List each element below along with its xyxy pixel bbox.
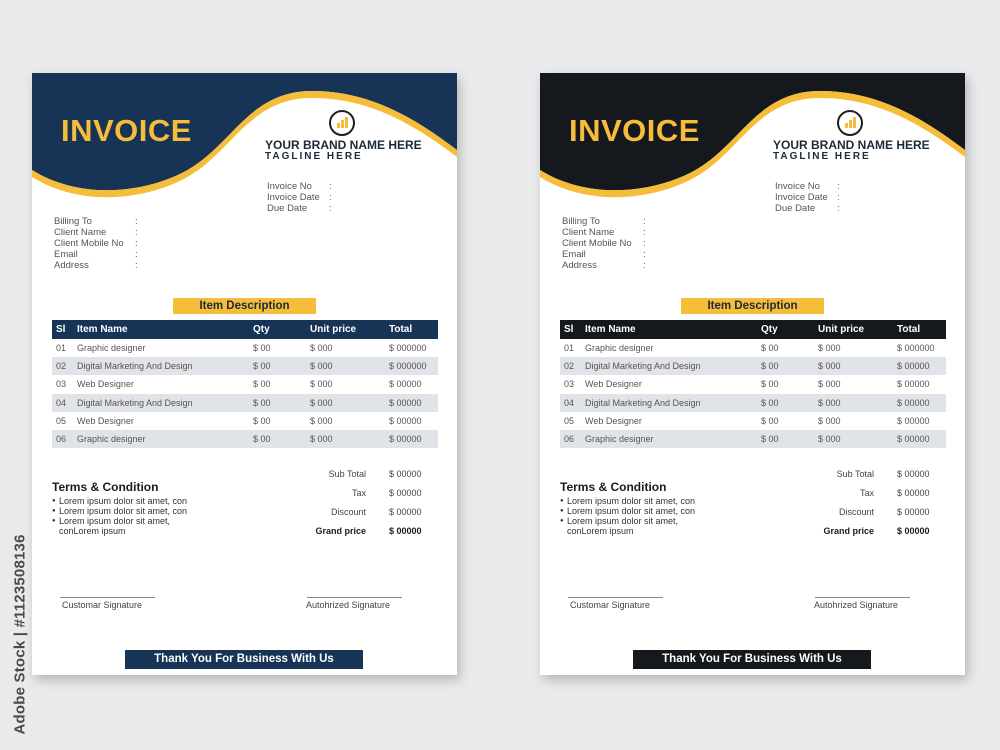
terms-line: ● Lorem ipsum dolor sit amet, [560,516,695,526]
table-cell: $ 00 [761,361,779,372]
client-info-value: : [135,216,138,227]
table-row [52,375,438,393]
customer-signature-line [60,597,155,598]
table-cell: $ 000000 [897,343,935,353]
meta-label: Invoice No [775,181,820,192]
totals-label: Grand price [315,526,366,536]
customer-signature-label: Customar Signature [62,600,143,610]
client-info-value: : [643,227,646,238]
client-info-label: Email [562,249,586,260]
table-cell: 05 [56,415,67,426]
invoice-meta-row [267,203,332,214]
totals-value: $ 00000 [389,507,422,517]
authorized-signature-line [307,597,402,598]
customer-signature-label: Customar Signature [570,600,651,610]
brand-name: YOUR BRAND NAME HERE [265,138,422,152]
totals-summary [282,469,432,545]
totals-label: Sub Total [836,469,874,479]
table-row [52,412,438,430]
table-cell: $ 00 [761,415,779,426]
client-info [54,216,138,271]
table-cell: 03 [564,379,575,390]
meta-label: Invoice Date [267,192,320,203]
table-row [52,394,438,412]
table-cell: Digital Marketing And Design [77,397,193,408]
invoice-meta [775,181,840,214]
totals-row [790,488,940,507]
totals-row [282,507,432,526]
invoice-meta-row [775,192,840,203]
client-info-row [54,249,138,260]
authorized-signature-line [815,597,910,598]
client-info-label: Client Name [54,227,107,238]
totals-label: Discount [330,507,366,517]
invoice-title: INVOICE [569,113,700,148]
tagline: TAGLINE HERE [773,151,871,162]
thank-you-banner: Thank You For Business With Us [125,650,363,669]
column-header: Total [897,324,921,335]
table-cell: $ 00 [253,379,271,390]
table-cell: $ 00000 [897,361,930,372]
table-cell: $ 00000 [389,433,422,444]
terms-line: ● Lorem ipsum dolor sit amet, con [52,506,187,516]
client-info-row [562,238,646,249]
client-info-label: Billing To [562,216,600,227]
client-info-value: : [135,249,138,260]
totals-label: Grand price [823,526,874,536]
invoice-title: INVOICE [61,113,192,148]
table-cell: $ 00 [761,433,779,444]
invoice-page-black [540,73,965,675]
column-header: Qty [761,324,778,335]
client-info-value: : [643,260,646,271]
items-table [52,320,438,448]
totals-value: $ 00000 [389,469,422,479]
table-cell: Web Designer [585,415,642,426]
terms-line: ● Lorem ipsum dolor sit amet, con [560,496,695,506]
table-header [560,320,946,339]
totals-label: Tax [859,488,874,498]
table-cell: $ 000 [818,379,841,390]
table-row [560,430,946,448]
meta-label: Invoice No [267,181,312,192]
tagline: TAGLINE HERE [265,151,363,162]
column-header: Unit price [818,324,865,335]
table-cell: Graphic designer [77,343,146,353]
meta-label: Invoice Date [775,192,828,203]
table-cell: $ 000 [818,361,841,372]
items-table [560,320,946,448]
totals-value: $ 00000 [389,526,422,536]
table-cell: $ 000 [310,379,333,390]
meta-value: : [837,192,840,203]
table-cell: $ 000000 [389,361,427,372]
table-cell: 04 [564,397,575,408]
client-info-row [562,249,646,260]
table-cell: 05 [564,415,575,426]
client-info-row [54,260,138,271]
table-cell: 04 [56,397,67,408]
totals-value: $ 00000 [897,488,930,498]
terms-line: conLorem ipsum [567,526,634,536]
table-cell: $ 00 [761,343,779,353]
table-cell: Web Designer [585,379,642,390]
table-cell: 02 [564,361,575,372]
column-header: Item Name [77,324,128,335]
client-info-label: Email [54,249,78,260]
totals-label: Tax [351,488,366,498]
authorized-signature-label: Autohrized Signature [814,600,899,610]
table-cell: $ 00000 [897,397,930,408]
client-info-value: : [135,238,138,249]
totals-row [282,488,432,507]
table-cell: Graphic designer [585,343,654,353]
client-info-label: Billing To [54,216,92,227]
bar-chart-icon [329,110,355,136]
table-cell: $ 00000 [389,415,422,426]
client-info-row [54,238,138,249]
table-row [560,394,946,412]
client-info-label: Client Mobile No [562,238,632,249]
table-cell: $ 00000 [897,415,930,426]
client-info-label: Client Name [562,227,615,238]
table-cell: 06 [56,433,67,444]
table-cell: 02 [56,361,67,372]
table-cell: 01 [56,343,67,353]
column-header: Item Name [585,324,636,335]
table-cell: $ 00000 [389,397,422,408]
meta-value: : [837,181,840,192]
meta-value: : [329,192,332,203]
terms-list [560,496,695,536]
table-cell: $ 00 [761,397,779,408]
column-header: Unit price [310,324,357,335]
terms-line: ● Lorem ipsum dolor sit amet, [52,516,187,526]
terms-line: conLorem ipsum [59,526,126,536]
table-cell: $ 000 [818,397,841,408]
customer-signature-line [568,597,663,598]
table-cell: Digital Marketing And Design [585,361,701,372]
invoice-meta-row [267,181,332,192]
table-cell: $ 000 [310,397,333,408]
client-info [562,216,646,271]
table-cell: Graphic designer [585,433,654,444]
totals-value: $ 00000 [897,469,930,479]
table-cell: $ 00000 [897,379,930,390]
client-info-value: : [135,227,138,238]
table-cell: $ 000 [310,415,333,426]
totals-row [282,526,432,545]
table-cell: Digital Marketing And Design [585,397,701,408]
totals-label: Sub Total [328,469,366,479]
client-info-row [54,227,138,238]
client-info-value: : [135,260,138,271]
table-header [52,320,438,339]
table-cell: $ 000 [310,433,333,444]
table-cell: $ 00000 [389,379,422,390]
column-header: Total [389,324,413,335]
table-cell: $ 000 [818,415,841,426]
column-header: Qty [253,324,270,335]
table-cell: $ 000 [818,433,841,444]
table-row [560,357,946,375]
table-row [560,339,946,357]
meta-label: Due Date [775,203,816,214]
table-row [52,357,438,375]
totals-row [790,507,940,526]
bar-chart-icon [837,110,863,136]
table-cell: $ 00 [761,379,779,390]
table-cell: Graphic designer [77,433,146,444]
table-cell: $ 00 [253,415,271,426]
item-description-heading: Item Description [173,298,316,314]
totals-row [282,469,432,488]
table-row [560,375,946,393]
column-header: Sl [564,324,574,335]
invoice-meta [267,181,332,214]
client-info-value: : [643,238,646,249]
item-description-heading: Item Description [681,298,824,314]
table-row [52,339,438,357]
client-info-value: : [643,249,646,260]
meta-value: : [329,203,332,214]
totals-value: $ 00000 [897,526,930,536]
table-row [52,430,438,448]
terms-title: Terms & Condition [560,480,667,494]
meta-label: Due Date [267,203,308,214]
table-cell: $ 00 [253,433,271,444]
table-cell: $ 00 [253,361,271,372]
client-info-label: Address [54,260,89,271]
client-info-label: Client Mobile No [54,238,124,249]
table-cell: $ 000 [310,343,333,353]
table-cell: Web Designer [77,415,134,426]
meta-value: : [329,181,332,192]
totals-value: $ 00000 [389,488,422,498]
client-info-row [562,216,646,227]
table-cell: Digital Marketing And Design [77,361,193,372]
totals-summary [790,469,940,545]
terms-list [52,496,187,536]
column-header: Sl [56,324,66,335]
invoice-meta-row [267,192,332,203]
terms-line: ● Lorem ipsum dolor sit amet, con [560,506,695,516]
invoice-meta-row [775,203,840,214]
watermark-text: Adobe Stock | #1123508136 [11,534,29,735]
table-cell: $ 00 [253,397,271,408]
table-cell: $ 00000 [897,433,930,444]
terms-title: Terms & Condition [52,480,159,494]
client-info-value: : [643,216,646,227]
client-info-row [54,216,138,227]
table-cell: 03 [56,379,67,390]
totals-row [790,526,940,545]
table-cell: $ 000 [310,361,333,372]
totals-value: $ 00000 [897,507,930,517]
totals-row [790,469,940,488]
table-cell: Web Designer [77,379,134,390]
meta-value: : [837,203,840,214]
invoice-meta-row [775,181,840,192]
adobe-stock-watermark [6,510,34,740]
authorized-signature-label: Autohrized Signature [306,600,391,610]
terms-line: ● Lorem ipsum dolor sit amet, con [52,496,187,506]
table-cell: $ 000 [818,343,841,353]
client-info-row [562,227,646,238]
thank-you-banner: Thank You For Business With Us [633,650,871,669]
table-cell: $ 000000 [389,343,427,353]
table-cell: 06 [564,433,575,444]
invoice-page-navy [32,73,457,675]
table-row [560,412,946,430]
table-cell: $ 00 [253,343,271,353]
table-cell: 01 [564,343,575,353]
client-info-label: Address [562,260,597,271]
client-info-row [562,260,646,271]
brand-name: YOUR BRAND NAME HERE [773,138,930,152]
totals-label: Discount [838,507,874,517]
